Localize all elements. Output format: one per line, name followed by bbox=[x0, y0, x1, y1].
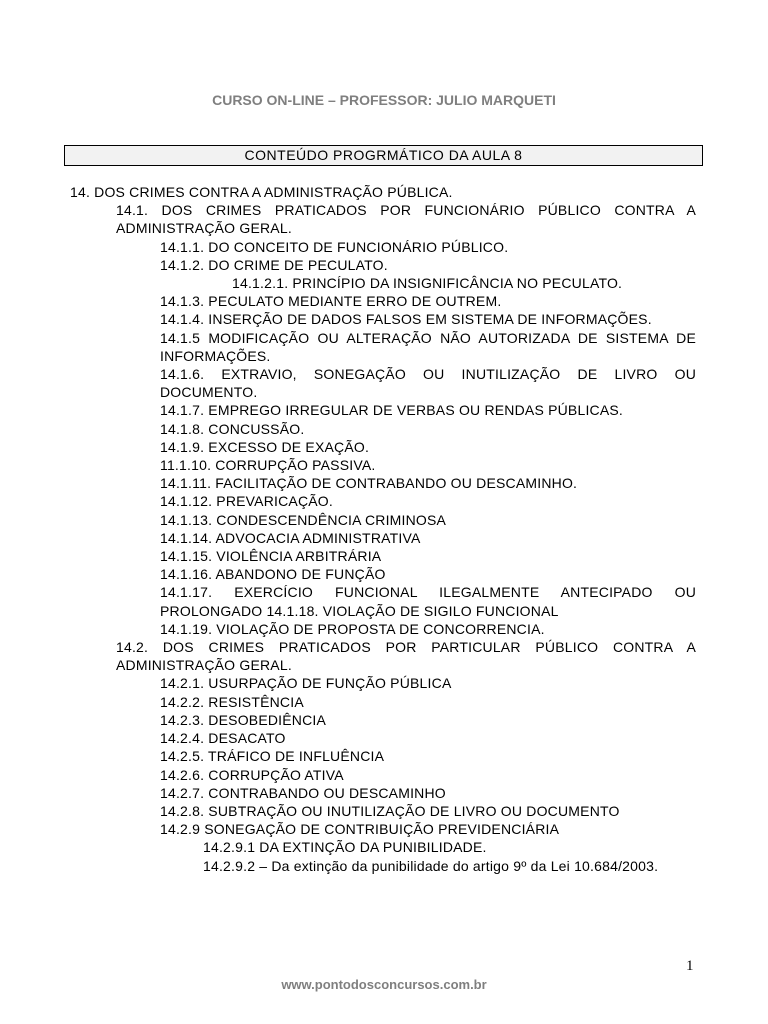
outline-item: 14.1.19. VIOLAÇÃO DE PROPOSTA DE CONCORRENCIA. bbox=[160, 620, 545, 637]
outline-item: 14.1.13. CONDESCENDÊNCIA CRIMINOSA bbox=[160, 511, 447, 528]
outline-item: 14.2.6. CORRUPÇÃO ATIVA bbox=[160, 766, 344, 783]
outline-item: 14.1.1. DO CONCEITO DE FUNCIONÁRIO PÚBLICO. bbox=[160, 238, 509, 255]
outline-item: 14.1.14. ADVOCACIA ADMINISTRATIVA bbox=[160, 529, 421, 546]
outline-item: 14.2.8. SUBTRAÇÃO OU INUTILIZAÇÃO DE LIVRO OU DOCUMENTO bbox=[160, 802, 620, 819]
outline-item: 14. DOS CRIMES CONTRA A ADMINISTRAÇÃO PÚBLICA. bbox=[70, 184, 453, 200]
content-title: CONTEÚDO PROGRMÁTICO DA AULA 8 bbox=[244, 147, 523, 163]
outline-item: 14.2.9 SONEGAÇÃO DE CONTRIBUIÇÃO PREVIDENCIÁRIA bbox=[160, 821, 560, 838]
outline-item: 14.1.8. CONCUSSÃO. bbox=[160, 420, 305, 437]
outline-item: 14.2.2. RESISTÊNCIA bbox=[160, 693, 304, 710]
course-header: CURSO ON-LINE – PROFESSOR: JULIO MARQUETI bbox=[212, 92, 556, 108]
outline-item: 14.2.1. USURPAÇÃO DE FUNÇÃO PÚBLICA bbox=[160, 675, 452, 692]
outline-item: 14.2.4. DESACATO bbox=[160, 730, 286, 747]
syllabus-outline bbox=[0, 183, 768, 875]
footer-website[interactable]: www.pontodosconcursos.com.br bbox=[281, 977, 487, 992]
outline-item: 14.1.3. PECULATO MEDIANTE ERRO DE OUTREM. bbox=[160, 293, 502, 310]
outline-item: 14.2.3. DESOBEDIÊNCIA bbox=[160, 711, 327, 728]
outline-item: 14.1.6. EXTRAVIO, SONEGAÇÃO OU INUTILIZAÇÃO DE LIVRO OU DOCUMENTO. bbox=[160, 366, 696, 401]
outline-item: 14.1.7. EMPREGO IRREGULAR DE VERBAS OU RENDAS PÚBLICAS. bbox=[160, 402, 624, 419]
outline-item: 14.1.9. EXCESSO DE EXAÇÃO. bbox=[160, 438, 370, 455]
outline-item: 14.1. DOS CRIMES PRATICADOS POR FUNCIONÁRIO PÚBLICO CONTRA A ADMINISTRAÇÃO GERAL. bbox=[116, 202, 696, 237]
outline-item: 14.2.5. TRÁFICO DE INFLUÊNCIA bbox=[160, 748, 385, 765]
outline-item: 14.1.17. EXERCÍCIO FUNCIONAL ILEGALMENTE ANTECIPADO OU PROLONGADO 14.1.18. VIOLAÇÃO DE SIGILO FUNCIONAL bbox=[160, 584, 696, 619]
outline-item: 14.1.11. FACILITAÇÃO DE CONTRABANDO OU DESCAMINHO. bbox=[160, 475, 578, 492]
outline-item: 14.1.4. INSERÇÃO DE DADOS FALSOS EM SISTEMA DE INFORMAÇÕES. bbox=[160, 311, 652, 328]
outline-item: 14.1.16. ABANDONO DE FUNÇÃO bbox=[160, 566, 386, 583]
content-title-box bbox=[64, 145, 703, 166]
outline-item: 14.2.7. CONTRABANDO OU DESCAMINHO bbox=[160, 784, 446, 801]
page-number: 1 bbox=[686, 958, 694, 974]
outline-item: 14.2.9.1 DA EXTINÇÃO DA PUNIBILIDADE. bbox=[203, 839, 487, 856]
outline-item: 11.1.10. CORRUPÇÃO PASSIVA. bbox=[160, 457, 376, 474]
outline-item: 14.2. DOS CRIMES PRATICADOS POR PARTICULAR PÚBLICO CONTRA A ADMINISTRAÇÃO GERAL. bbox=[116, 639, 696, 674]
outline-item: 14.1.2.1. PRINCÍPIO DA INSIGNIFICÂNCIA NO PECULATO. bbox=[232, 275, 623, 292]
outline-item: 14.1.5 MODIFICAÇÃO OU ALTERAÇÃO NÃO AUTORIZADA DE SISTEMA DE INFORMAÇÕES. bbox=[160, 329, 696, 364]
outline-item: 14.2.9.2 – Da extinção da punibilidade do artigo 9º da Lei 10.684/2003. bbox=[203, 857, 659, 874]
outline-item: 14.1.2. DO CRIME DE PECULATO. bbox=[160, 256, 388, 273]
outline-item: 14.1.12. PREVARICAÇÃO. bbox=[160, 493, 333, 510]
outline-item: 14.1.15. VIOLÊNCIA ARBITRÁRIA bbox=[160, 548, 382, 565]
